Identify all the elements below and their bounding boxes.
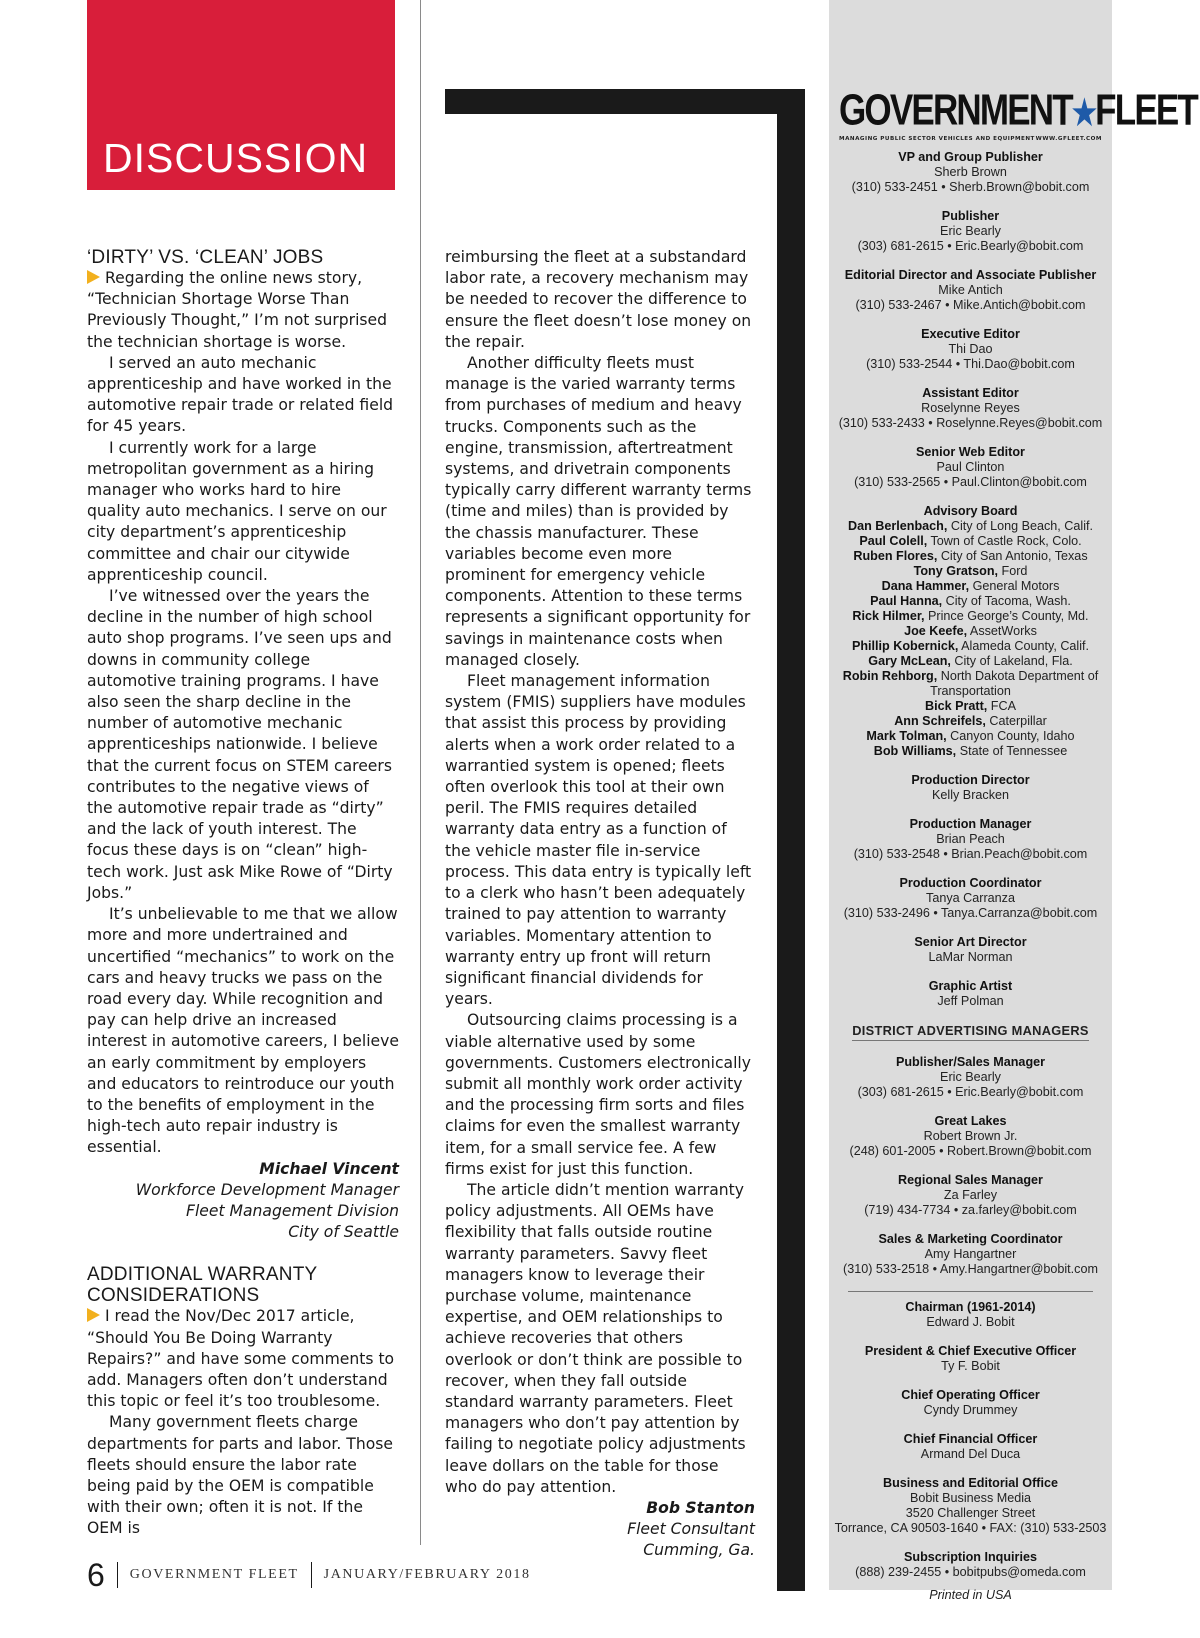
logo-word-left: GOVERNMENT	[839, 85, 1072, 135]
entry-line: Bobit Business Media	[909, 1491, 1032, 1505]
masthead-entry	[829, 209, 1112, 254]
entry-name: Armand Del Duca	[920, 1447, 1021, 1461]
signature-name: Bob Stanton	[646, 1498, 755, 1517]
entry-role: Publisher	[941, 209, 1000, 223]
entry-role: Senior Art Director	[914, 935, 1027, 949]
advisory-member-org: City of Long Beach, Calif.	[950, 519, 1093, 533]
letter-heading-dirty-clean: ‘DIRTY’ VS. ‘CLEAN’ JOBS	[87, 247, 324, 268]
entry-contact: (303) 681-2615 • Eric.Bearly@bobit.com	[857, 239, 1084, 253]
masthead-entry	[829, 1388, 1112, 1418]
letter1-paragraph: I’ve witnessed over the years the decline in the number of high school auto shop programs. I’ve seen ups and downs in community college automotive training programs. I have also seen the sharp decline in the number of automotive mechanic apprenticeships nationwide. I believe that the current focus on STEM careers contributes to the negative views of the automotive repair trade as “dirty” and the lack of youth interest. The focus these days is on “clean” high-tech work. Just ask Mike Rowe of “Dirty Jobs.”	[87, 587, 393, 902]
advisory-member	[829, 564, 1112, 579]
entry-name: Mike Antich	[938, 283, 1003, 297]
entry-name: Edward J. Bobit	[926, 1315, 1015, 1329]
entry-role: President & Chief Executive Officer	[864, 1344, 1077, 1358]
entry-name: Sherb Brown	[934, 165, 1007, 179]
signature-title: Workforce Development Manager	[135, 1180, 399, 1199]
masthead-entry	[829, 150, 1112, 195]
signature-name: Michael Vincent	[259, 1159, 399, 1178]
masthead-entry-office	[829, 1476, 1112, 1536]
entry-contact: (310) 533-2544 • Thi.Dao@bobit.com	[866, 357, 1075, 371]
masthead-entry	[829, 386, 1112, 431]
entry-name: Eric Bearly	[940, 1070, 1001, 1084]
masthead-staff-list	[829, 150, 1112, 1603]
entry-role: Chairman (1961-2014)	[905, 1300, 1036, 1314]
entry-line: 3520 Challenger Street	[905, 1506, 1036, 1520]
entry-role: Regional Sales Manager	[898, 1173, 1043, 1187]
advisory-member	[829, 519, 1112, 534]
advisory-member	[829, 654, 1112, 669]
entry-name: Tanya Carranza	[926, 891, 1015, 905]
section-label: DISCUSSION	[103, 135, 369, 181]
advisory-member	[829, 594, 1112, 609]
page-number: 6	[87, 1556, 105, 1593]
masthead-entry	[829, 268, 1112, 313]
entry-contact: (310) 533-2518 • Amy.Hangartner@bobit.com	[843, 1262, 1098, 1276]
advisory-member-org: General Motors	[972, 579, 1060, 593]
advisory-member-org: City of Lakeland, Fla.	[954, 654, 1073, 668]
masthead-entry	[829, 979, 1112, 1009]
decorative-bracket-side	[777, 89, 805, 1591]
masthead-entry	[829, 1055, 1112, 1100]
footer-divider	[311, 1562, 312, 1588]
masthead-entry	[829, 876, 1112, 921]
entry-name: Roselynne Reyes	[921, 401, 1020, 415]
article-column-1	[87, 247, 399, 1540]
advisory-member-org: Canyon County, Idaho	[950, 729, 1075, 743]
letter2-paragraph: I read the Nov/Dec 2017 article, “Should You Be Doing Warranty Repairs?” and have some comments to add. Managers often don’t understand this topic or feel it’s too troublesome.	[87, 1307, 395, 1411]
logo-tagline: MANAGING PUBLIC SECTOR VEHICLES AND EQUIPMENT	[839, 136, 1035, 142]
masthead-entry	[829, 817, 1112, 862]
entry-role: Great Lakes	[934, 1114, 1007, 1128]
entry-name: Brian Peach	[936, 832, 1005, 846]
entry-role: Chief Operating Officer	[901, 1388, 1040, 1402]
advisory-member	[829, 699, 1112, 714]
entry-role: Graphic Artist	[928, 979, 1013, 993]
entry-name: LaMar Norman	[928, 950, 1013, 964]
masthead-entry	[829, 773, 1112, 803]
advisory-member-name: Rick Hilmer,	[852, 609, 925, 623]
advisory-member-name: Ann Schreifels,	[894, 714, 986, 728]
entry-role: VP and Group Publisher	[898, 150, 1043, 164]
advisory-member-org: Caterpillar	[989, 714, 1047, 728]
advisory-member-org: AssetWorks	[969, 624, 1037, 638]
entry-role: Production Coordinator	[899, 876, 1042, 890]
advisory-member	[829, 579, 1112, 594]
entry-name: Robert Brown Jr.	[923, 1129, 1018, 1143]
advisory-member	[829, 729, 1112, 744]
advisory-member	[829, 549, 1112, 564]
advisory-member-org: FCA	[990, 699, 1016, 713]
logo-url: WWW.GFLEET.COM	[1035, 136, 1102, 142]
masthead-entry	[829, 1344, 1112, 1374]
footer-issue-date: JANUARY/FEBRUARY 2018	[323, 1567, 531, 1582]
signature-place: Cumming, Ga.	[643, 1541, 755, 1560]
masthead-entry	[829, 445, 1112, 490]
entry-name: Cyndy Drummey	[923, 1403, 1018, 1417]
masthead-entry-subscription	[829, 1550, 1112, 1580]
advisory-member	[829, 639, 1112, 654]
entry-role: Senior Web Editor	[916, 445, 1025, 459]
letter2-signature	[445, 1498, 755, 1562]
advisory-member-name: Tony Gratson,	[913, 564, 999, 578]
decorative-bracket-top	[445, 89, 805, 114]
entry-role: Assistant Editor	[922, 386, 1019, 400]
entry-name: Za Farley	[943, 1188, 998, 1202]
advisory-member-org: North Dakota Department of Transportation	[930, 669, 1099, 698]
signature-org: Fleet Management Division	[185, 1201, 399, 1220]
footer-magazine-name: GOVERNMENT FLEET	[129, 1567, 299, 1582]
advisory-member	[829, 534, 1112, 549]
advisory-board	[829, 504, 1112, 759]
entry-contact: (310) 533-2467 • Mike.Antich@bobit.com	[855, 298, 1086, 312]
entry-name: Thi Dao	[948, 342, 993, 356]
entry-name: Paul Clinton	[936, 460, 1005, 474]
entry-name: Ty F. Bobit	[941, 1359, 1000, 1373]
advisory-member-name: Joe Keefe,	[904, 624, 968, 638]
masthead-entry	[829, 1432, 1112, 1462]
letter1-paragraph: It’s unbelievable to me that we allow more and more undertrained and uncertified “mechanics” to work on the cars and heavy trucks we pass on the road every day. While recognition and pay can help drive an increased interest in automotive careers, I believe an early commitment by employers and educators to reintroduce our youth to the benefits of employment in the high-tech auto repair industry is essential.	[87, 905, 399, 1157]
masthead-entry	[829, 1232, 1112, 1277]
advisory-member	[829, 669, 1112, 699]
entry-contact: (310) 533-2565 • Paul.Clinton@bobit.com	[854, 475, 1087, 489]
advisory-member-name: Dan Berlenbach,	[848, 519, 948, 533]
advisory-member-name: Paul Hanna,	[870, 594, 943, 608]
entry-contact: (719) 434-7734 • za.farley@bobit.com	[864, 1203, 1077, 1217]
masthead-entry	[829, 1173, 1112, 1218]
entry-role: Chief Financial Officer	[903, 1432, 1038, 1446]
letter2-paragraph: The article didn’t mention warranty policy adjustments. All OEMs have flexibility that falls outside routine warranty parameters. Savvy fleet managers know to leverage their purchase volume, maintenance expertise, and OEM relationships to achieve recoveries that others overlook or don’t think are possible to recover, when they fall outside standard warranty parameters. Fleet managers who don’t pay attention by failing to negotiate policy adjustments leave dollars on the table for those who do pay attention.	[445, 1180, 746, 1496]
entry-contact: (310) 533-2496 • Tanya.Carranza@bobit.com	[843, 906, 1098, 920]
advisory-member-name: Phillip Kobernick,	[851, 639, 959, 653]
advisory-member-name: Robin Rehborg,	[842, 669, 938, 683]
entry-role: Subscription Inquiries	[904, 1550, 1037, 1564]
advisory-member	[829, 609, 1112, 624]
entry-contact: (310) 533-2451 • Sherb.Brown@bobit.com	[851, 180, 1090, 194]
advisory-member-name: Mark Tolman,	[866, 729, 947, 743]
advisory-member	[829, 714, 1112, 729]
letter2-paragraph: Outsourcing claims processing is a viable alternative used by some governments. Customers electronically submit all monthly work order activity and the processing firm sorts and files claims for even the smallest warranty item, for a small service fee. A few firms exist for just this function.	[445, 1011, 751, 1178]
district-heading: DISTRICT ADVERTISING MANAGERS	[852, 1023, 1088, 1041]
entry-name: Jeff Polman	[937, 994, 1004, 1008]
page-footer	[87, 1555, 531, 1595]
masthead-entry	[829, 935, 1112, 965]
arrow-bullet-icon	[87, 270, 100, 284]
advisory-member-org: City of Tacoma, Wash.	[945, 594, 1071, 608]
advisory-member-name: Gary McLean,	[868, 654, 951, 668]
entry-contact: (303) 681-2615 • Eric.Bearly@bobit.com	[857, 1085, 1084, 1099]
letter1-paragraph: I served an auto mechanic apprenticeship and have worked in the automotive repair trade or related field for 45 years.	[87, 353, 394, 436]
letter1-paragraph: I currently work for a large metropolitan government as a hiring manager who works hard to hire quality auto mechanics. I serve on our city department’s apprenticeship committee and chair our citywide apprenticeship council.	[87, 438, 387, 584]
advisory-member-name: Dana Hammer,	[881, 579, 970, 593]
entry-contact: (248) 601-2005 • Robert.Brown@bobit.com	[849, 1144, 1092, 1158]
signature-place: City of Seattle	[288, 1223, 399, 1242]
signature-title: Fleet Consultant	[627, 1520, 755, 1539]
advisory-member-org: City of San Antonio, Texas	[940, 549, 1088, 563]
letter2-paragraph: reimbursing the fleet at a substandard labor rate, a recovery mechanism may be needed to recover the difference to ensure the fleet doesn’t lose money on the repair.	[445, 248, 752, 351]
advisory-member	[829, 624, 1112, 639]
entry-role: Business and Editorial Office	[883, 1476, 1058, 1490]
advisory-member-org: Ford	[1001, 564, 1028, 578]
footer-divider	[117, 1562, 118, 1588]
entry-contact: (310) 533-2433 • Roselynne.Reyes@bobit.com	[838, 416, 1103, 430]
entry-role: Publisher/Sales Manager	[895, 1055, 1046, 1069]
entry-name: Eric Bearly	[940, 224, 1001, 238]
letter1-paragraph: Regarding the online news story, “Technician Shortage Worse Than Previously Thought,” I’m not surprised the technician shortage is worse.	[87, 269, 388, 351]
article-column-2	[445, 247, 755, 1562]
letter2-paragraph: Fleet management information system (FMIS) suppliers have modules that assist this process by providing alerts when a work order related to a warrantied system is opened; fleets often overlook this tool at their own peril. The FMIS requires detailed warranty data entry as a function of the vehicle master file in-service process. This data entry is typically left to a clerk who hasn’t been adequately trained to pay attention to warranty variables. Momentary attention to warranty entry up front will return significant financial dividends for years.	[445, 672, 752, 1009]
section-header-box	[87, 0, 395, 190]
entry-role: Production Manager	[909, 817, 1032, 831]
advisory-member-name: Bob Williams,	[873, 744, 957, 758]
advisory-member-org: Prince George’s County, Md.	[928, 609, 1089, 623]
entry-role: Sales & Marketing Coordinator	[878, 1232, 1063, 1246]
advisory-member-org: State of Tennessee	[959, 744, 1068, 758]
masthead-sidebar	[829, 0, 1197, 1602]
entry-role: Editorial Director and Associate Publisher	[844, 268, 1097, 282]
entry-name: Amy Hangartner	[924, 1247, 1017, 1261]
logo-word-right: FLEET	[1095, 85, 1197, 135]
column-divider	[420, 0, 421, 1545]
masthead-entry	[829, 327, 1112, 372]
star-icon: ★	[1071, 93, 1096, 132]
arrow-bullet-icon	[87, 1308, 100, 1322]
advisory-member-name: Paul Colell,	[859, 534, 928, 548]
entry-contact: (888) 239-2455 • bobitpubs@omeda.com	[855, 1565, 1086, 1579]
advisory-heading: Advisory Board	[923, 504, 1018, 518]
advisory-member-name: Bick Pratt,	[925, 699, 988, 713]
masthead-entry	[829, 1114, 1112, 1159]
entry-role: Executive Editor	[921, 327, 1020, 341]
entry-contact: (310) 533-2548 • Brian.Peach@bobit.com	[853, 847, 1088, 861]
entry-line: Torrance, CA 90503-1640 • FAX: (310) 533-2503	[834, 1521, 1107, 1535]
letter1-signature	[87, 1159, 399, 1244]
letter-heading-warranty: ADDITIONAL WARRANTY CONSIDERATIONS	[87, 1264, 318, 1307]
advisory-member	[829, 744, 1112, 759]
magazine-logo	[839, 85, 1197, 142]
advisory-member-org: Town of Castle Rock, Colo.	[930, 534, 1082, 548]
masthead-rule	[848, 1291, 1093, 1292]
entry-role: Production Director	[911, 773, 1030, 787]
entry-name: Kelly Bracken	[932, 788, 1009, 802]
masthead-entry	[829, 1300, 1112, 1330]
letter2-paragraph: Another difficulty fleets must manage is the varied warranty terms from purchases of medium and heavy trucks. Components such as the engine, transmission, aftertreatment systems, and drivetrain components typically carry different warranty terms (time and miles) than is provided by the chassis manufacturer. These variables become even more prominent for emergency vehicle components. Attention to these terms represents a significant opportunity for savings in maintenance costs when managed closely.	[445, 354, 752, 669]
printed-in: Printed in USA	[929, 1588, 1012, 1602]
advisory-member-name: Ruben Flores,	[853, 549, 938, 563]
letter2-paragraph: Many government fleets charge departments for parts and labor. Those fleets should ensure the labor rate being paid by the OEM is compatible with their own; often it is not. If the OEM is	[87, 1413, 393, 1538]
advisory-member-org: Alameda County, Calif.	[961, 639, 1090, 653]
